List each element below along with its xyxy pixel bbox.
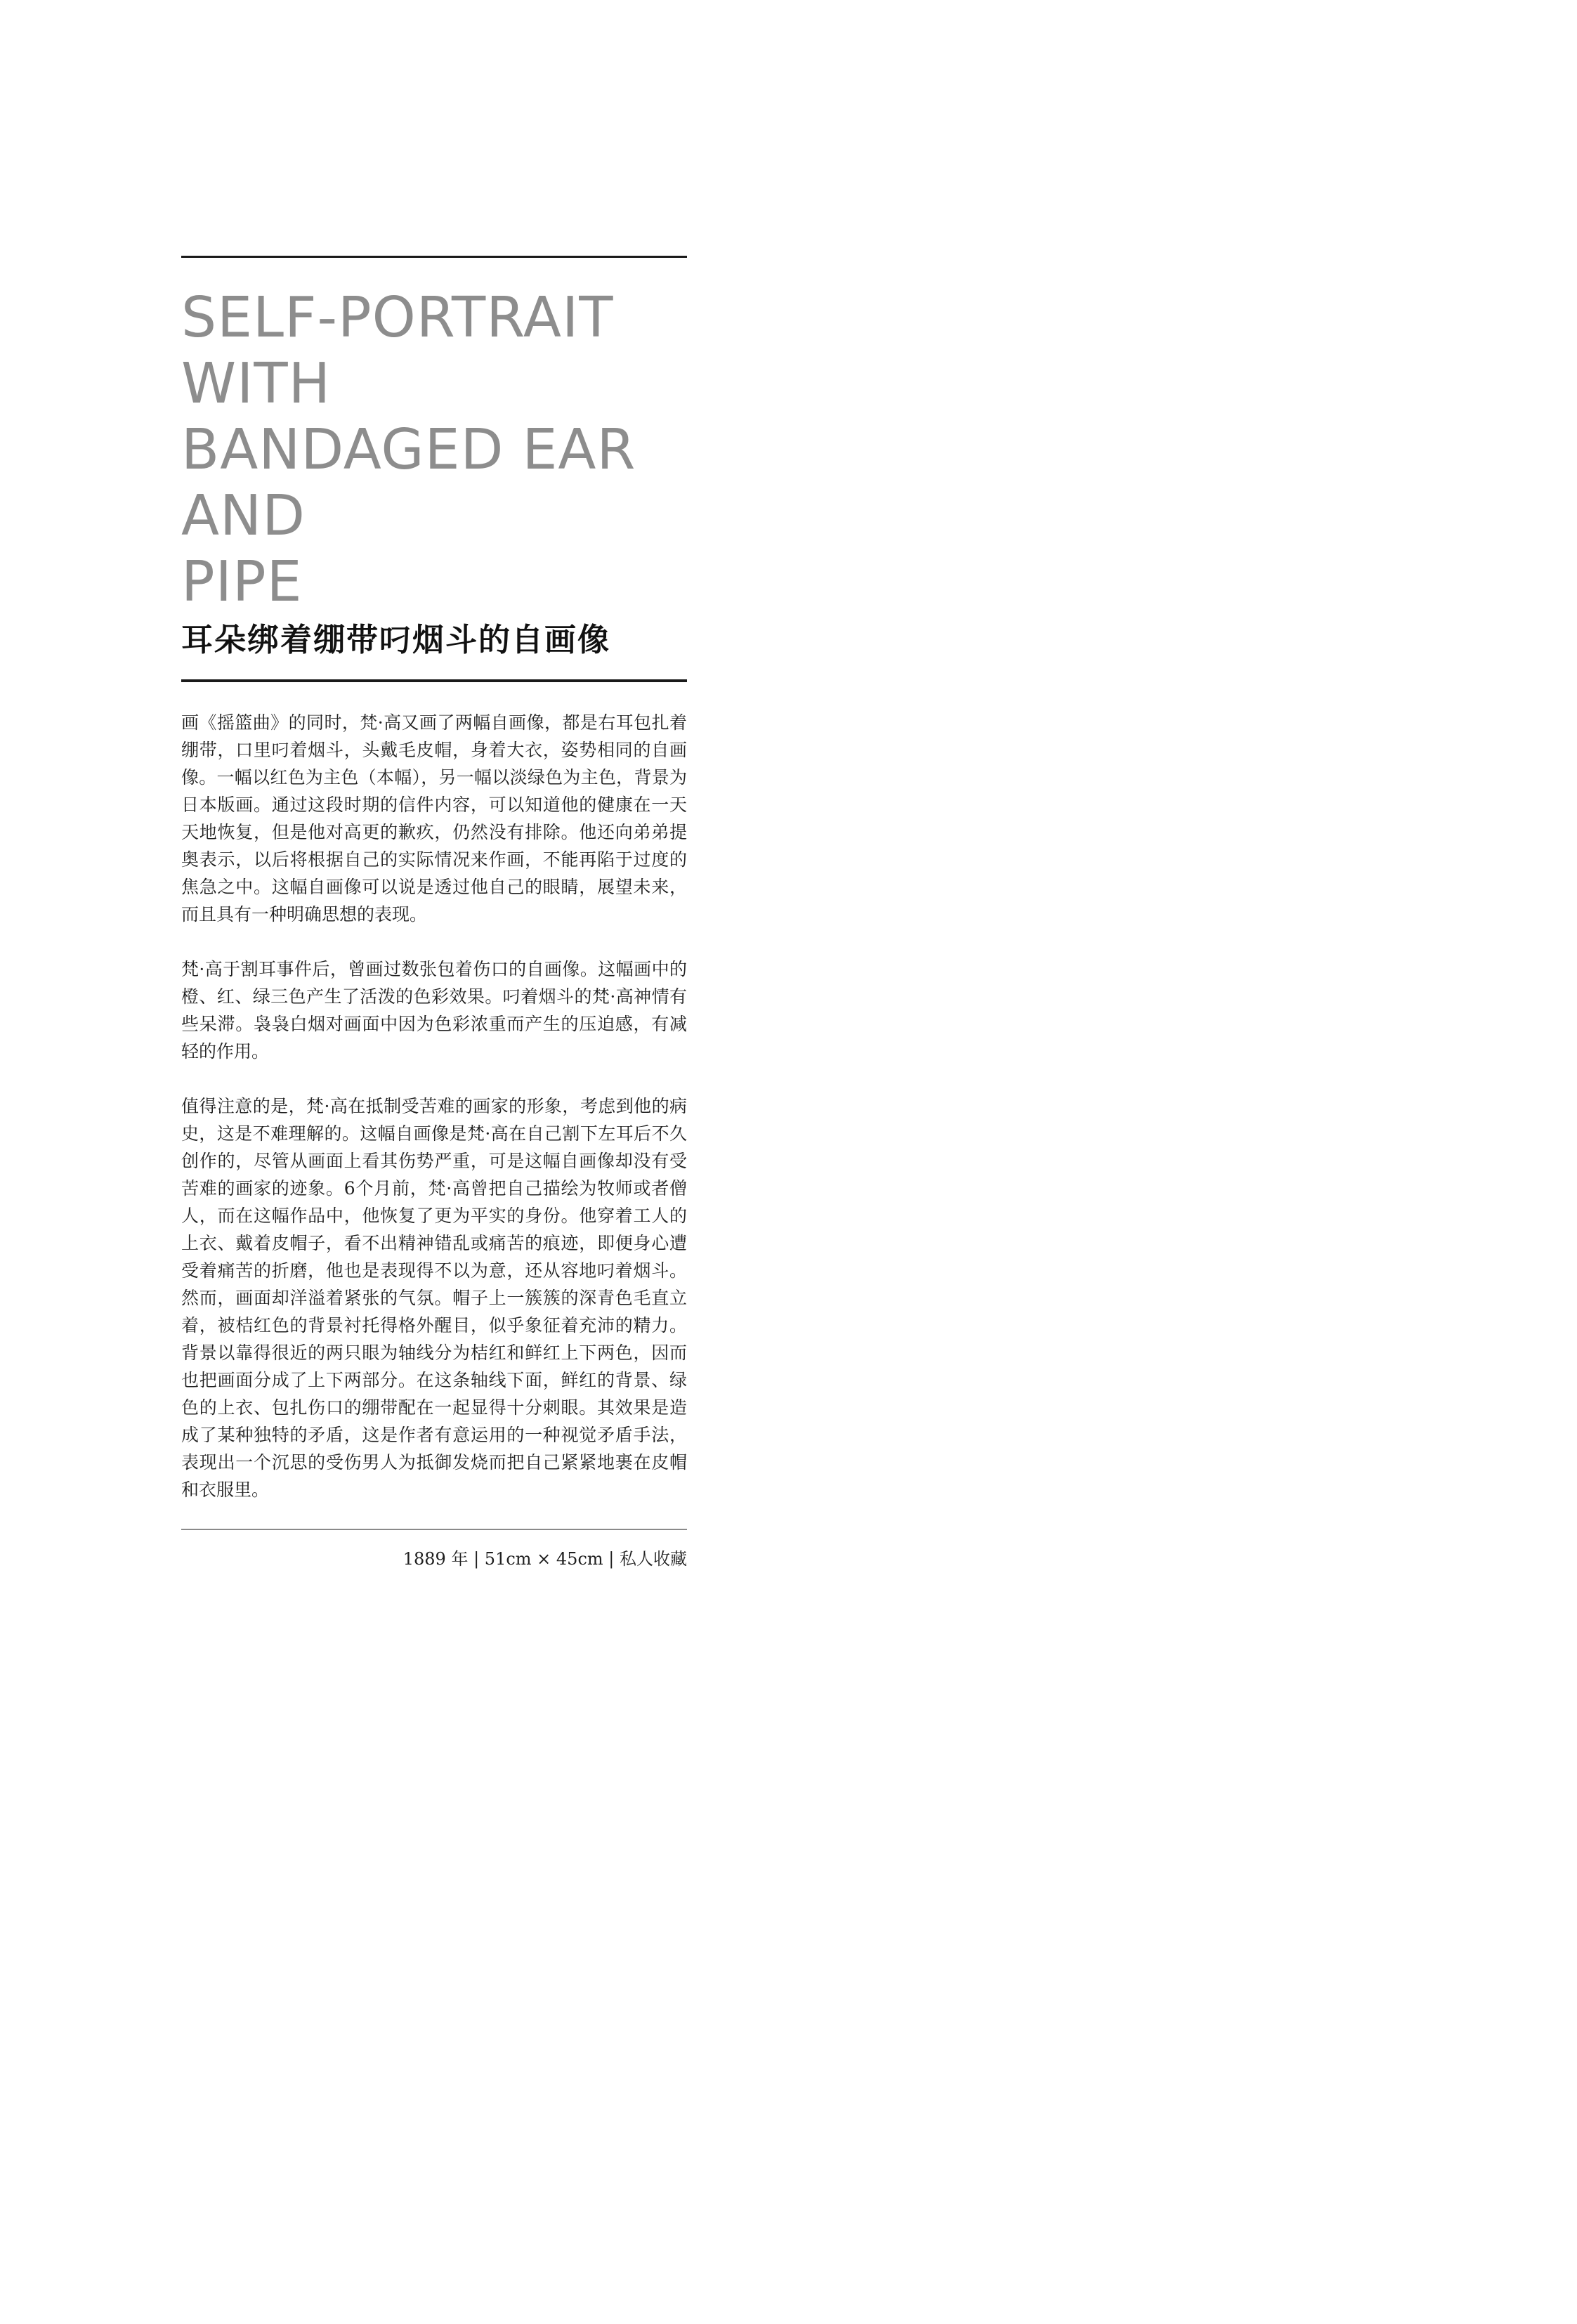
article (181, 256, 687, 1571)
top-rule (181, 256, 687, 258)
chinese-title: 耳朵绑着绷带叼烟斗的自画像 (181, 621, 611, 658)
caption-rule (181, 1529, 687, 1530)
paragraph-1: 画《摇篮曲》的同时，梵·高又画了两幅自画像，都是右耳包扎着绷带，口里叼着烟斗，头戴毛皮帽，身着大衣，姿势相同的自画像。一幅以红色为主色（本幅），另一幅以淡绿色为主色，背景为日本版画。通过这段时期的信件内容，可以知道他的健康在一天天地恢复，但是他对高更的歉疚，仍然没有排除。他还向弟弟提奥表示，以后将根据自己的实际情况来作画，不能再陷于过度的焦急之中。这幅自画像可以说是透过他自己的眼睛，展望未来，而且具有一种明确思想的表现。 (181, 712, 687, 925)
article-body (181, 709, 687, 1503)
artwork-caption: 1889 年 | 51cm × 45cm | 私人收藏 (403, 1549, 687, 1569)
paragraph-3: 值得注意的是，梵·高在抵制受苦难的画家的形象，考虑到他的病史，这是不难理解的。这幅自画像是梵·高在自己割下左耳后不久创作的，尽管从画面上看其伤势严重，可是这幅自画像却没有受苦难的画家的迹象。6个月前，梵·高曾把自己描绘为牧师或者僧人，而在这幅作品中，他恢复了更为平实的身份。他穿着工人的上衣、戴着皮帽子，看不出精神错乱或痛苦的痕迹，即便身心遭受着痛苦的折磨，他也是表现得不以为意，还从容地叼着烟斗。然而，画面却洋溢着紧张的气氛。帽子上一簇簇的深青色毛直立着，被桔红色的背景衬托得格外醒目，似乎象征着充沛的精力。背景以靠得很近的两只眼为轴线分为桔红和鲜红上下两色，因而也把画面分成了上下两部分。在这条轴线下面，鲜红的背景、绿色的上衣、包扎伤口的绷带配在一起显得十分刺眼。其效果是造成了某种独特的矛盾，这是作者有意运用的一种视觉矛盾手法，表现出一个沉思的受伤男人为抵御发烧而把自己紧紧地裹在皮帽和衣服里。 (181, 1096, 687, 1500)
english-title: SELF-PORTRAIT WITH BANDAGED EAR AND PIPE (181, 285, 636, 614)
paragraph-2: 梵·高于割耳事件后，曾画过数张包着伤口的自画像。这幅画中的橙、红、绿三色产生了活泼的色彩效果。叼着烟斗的梵·高神情有些呆滞。袅袅白烟对画面中因为色彩浓重而产生的压迫感，有减轻的作用。 (181, 959, 687, 1062)
title-rule (181, 679, 687, 682)
